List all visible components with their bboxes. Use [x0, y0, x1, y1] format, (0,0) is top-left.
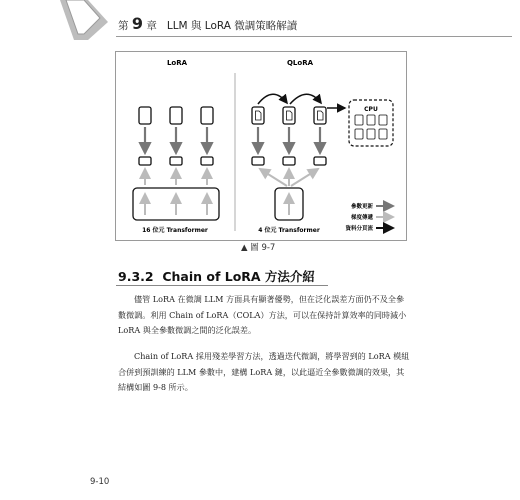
- legend-param-update: 參數更新: [350, 204, 373, 210]
- header-rule: [116, 36, 512, 37]
- lora-weight-block-2: [170, 107, 182, 124]
- cpu-label: CPU: [364, 106, 378, 113]
- paragraph-1-line-3: LoRA 與全參數微調之間的泛化誤差。: [118, 325, 257, 336]
- lora-base-label: 16 位元 Transformer: [142, 227, 208, 234]
- qlora-weight-block-2: [283, 107, 295, 124]
- qlora-weight-block-1: [252, 107, 264, 124]
- figure-caption: ▲ 圖 9-7: [241, 243, 276, 253]
- paging-arc-1: [258, 94, 287, 104]
- paragraph-1: [118, 292, 406, 339]
- lora-adapter-3: [201, 157, 213, 165]
- lora-adapter-2: [170, 157, 182, 165]
- paragraph-2-line-3: 結構如圖 9-8 所示。: [118, 382, 193, 393]
- paragraph-2-line-1: Chain of LoRA 採用殘差學習方法，透過迭代微調，將學習到的 LoRA 模組: [134, 351, 410, 361]
- qlora-adapter-3: [314, 157, 326, 165]
- lora-weight-block-1: [139, 107, 151, 124]
- qlora-adapter-2: [283, 157, 295, 165]
- qlora-title: QLoRA: [286, 59, 314, 67]
- chapter-header: [118, 14, 297, 33]
- cpu-memory-box: [349, 100, 393, 146]
- page-number: 9-10: [90, 477, 110, 487]
- qlora-panel: [252, 94, 393, 234]
- corner-decoration: [52, 0, 122, 40]
- lora-adapter-1: [139, 157, 151, 165]
- chapter-number: 9: [131, 14, 143, 33]
- paragraph-2: [118, 349, 409, 396]
- section-title-text: Chain of LoRA 方法介紹: [162, 269, 315, 284]
- legend-paging-flow: 資料分頁流: [345, 226, 373, 232]
- legend-gradient-flow: 梯度傳遞: [350, 215, 373, 221]
- paging-arc-2: [290, 94, 321, 104]
- lora-title: LoRA: [166, 59, 188, 67]
- lora-qlora-diagram: [115, 51, 405, 239]
- chapter-title: LLM 與 LoRA 微調策略解讀: [166, 20, 298, 32]
- qlora-weight-block-3: [314, 107, 326, 124]
- chapter-prefix: 第: [118, 20, 129, 32]
- section-heading: [118, 267, 315, 285]
- qlora-adapter-1: [252, 157, 264, 165]
- lora-weight-block-3: [201, 107, 213, 124]
- legend: [345, 202, 393, 232]
- paragraph-1-line-2: 數微調。利用 Chain of LoRA（COLA）方法，可以在保持計算效率的同時減小: [118, 309, 407, 320]
- paragraph-1-line-1: 儘管 LoRA 在微調 LLM 方面具有顯著優勢，但在泛化誤差方面仍不及全參: [134, 294, 405, 304]
- section-number: 9.3.2: [118, 269, 154, 284]
- chapter-suffix: 章: [146, 20, 157, 32]
- section-rule: [116, 285, 328, 286]
- qlora-base-label: 4 位元 Transformer: [258, 227, 320, 234]
- lora-panel: [133, 107, 219, 234]
- paragraph-2-line-2: 合併到預訓練的 LLM 參數中，建構 LoRA 鏈，以此逼近全參數微調的效果，其: [118, 366, 405, 377]
